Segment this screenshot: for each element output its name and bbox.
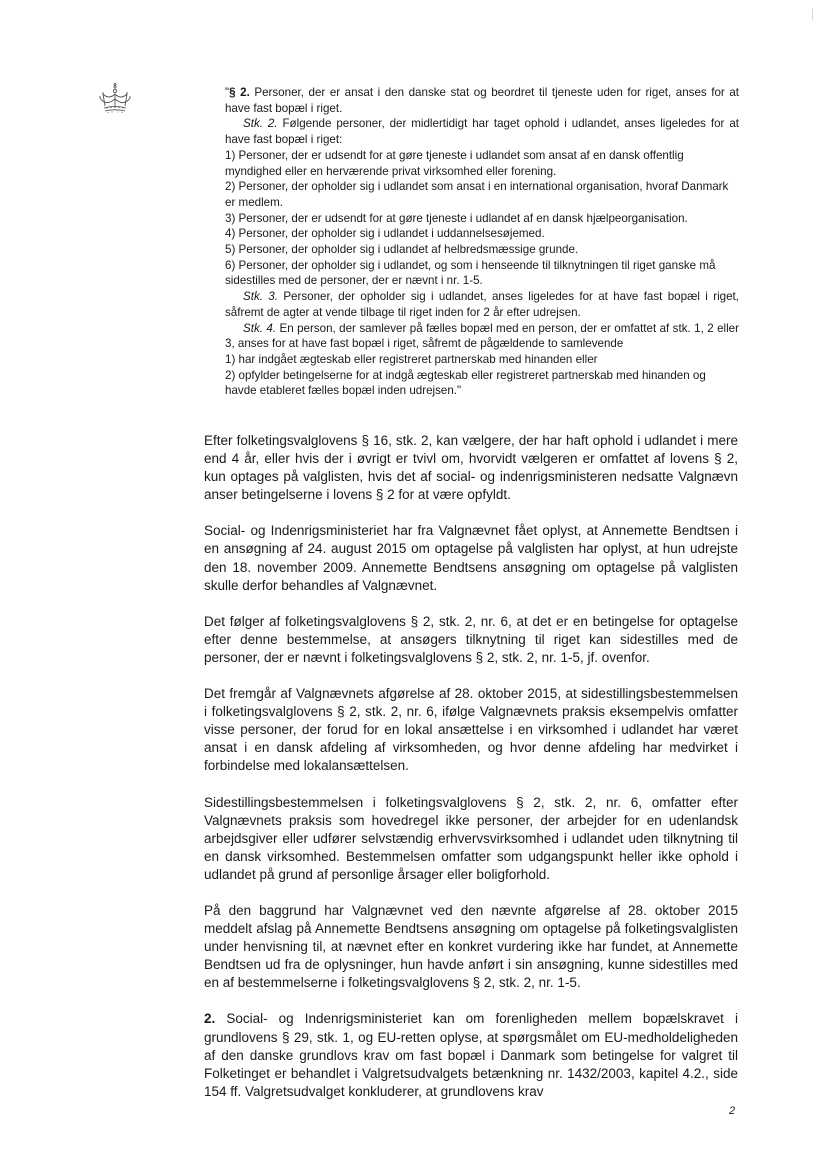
- quote-open: ": [225, 86, 230, 99]
- page-number: 2: [729, 1105, 736, 1117]
- list-item: 3) Personer, der er udsendt for at gøre tjeneste i udlandet af en dansk hjælpeorganisation.: [225, 211, 688, 225]
- paragraph: Det fremgår af Valgnævnets afgørelse af 28. oktober 2015, at sidestillingsbestemmelsen i folketingsvalglovens § 2, stk. 2, nr. 6, ifølge Valgnævnets praksis eksempelvis omfatter visse personer, der forud for en lokal ansættelse i en virksomhed i udlandet har været ansat i en dansk afdeling af virksomheden, og hvor denne afdeling har medvirket i forbindelse med lokalansættelsen.: [204, 686, 738, 774]
- stk-4-label: Stk. 4.: [243, 321, 277, 335]
- stk-2-paragraph: [225, 116, 739, 147]
- stk-4-text: En person, der samlever på fælles bopæl med en person, der er omfattet af stk. 1, 2 eller 3, anses for at have fast bopæl i riget, såfremt de pågældende to samlevende: [225, 321, 739, 351]
- list-item: 2) opfylder betingelserne for at indgå ægteskab eller registreret partnerskab med hinanden og havde etableret fælles bopæl inden udrejsen.": [225, 368, 706, 398]
- stk-2-label: Stk. 2.: [243, 117, 278, 131]
- section-2-body-text: Social- og Indenrigsministeriet kan om forenligheden mellem bopælskravet i grundlovens § 29, stk. 1, og EU-retten oplyse, at spørgsmålet om EU-medholdeligheden af den danske grundlovs krav om fast bopæl i Danmark som betingelse for valgret til Folketinget er behandlet i Valgretsudvalgets betænkning nr. 1432/2003, kapitel 4.2., side 154 ff. Valgretsudvalget konkluderer, at grundlovens krav: [204, 1011, 738, 1099]
- section-2-paragraph: [225, 85, 739, 116]
- section-2-body: [204, 1010, 738, 1100]
- crown-logo-icon: [97, 82, 133, 116]
- list-item: 1) Personer, der er udsendt for at gøre tjeneste i udlandet som ansat af en dansk offentlig myndighed eller en herværende privat virksomhed eller forening.: [225, 148, 684, 178]
- paragraph: På den baggrund har Valgnævnet ved den nævnte afgørelse af 28. oktober 2015 meddelt afslag på Annemette Bendtsens ansøgning om optagelse på folketingsvalglisten under henvisning til, at nævnet efter en konkret vurdering ikke har fundet, at Annemette Bendtsen ud fra de oplysninger, hun havde anført i sin ansøgning, kunne sidestilles med en af bestemmelserne i folketingsvalglovens § 2, stk. 2, nr. 1-5.: [204, 902, 738, 991]
- scan-mark: [812, 8, 813, 20]
- list-item: 2) Personer, der opholder sig i udlandet som ansat i en international organisation, hvoraf Danmark er medlem.: [225, 180, 729, 209]
- body-text: [204, 432, 738, 1119]
- list-item: 6) Personer, der opholder sig i udlandet, og som i henseende til tilknytningen til riget ganske må sidestilles med de personer, der er nævnt i nr. 1-5.: [225, 258, 716, 288]
- section-mark: § 2.: [229, 86, 250, 99]
- stk-2-text: Følgende personer, der midlertidigt har taget ophold i udlandet, anses ligeledes for at have fast bopæl i riget:: [225, 117, 739, 147]
- paragraph: Efter folketingsvalglovens § 16, stk. 2, kan vælgere, der har haft ophold i udlandet i mere end 4 år, eller hvis der i øvrigt er tvivl om, hvorvidt vælgeren er omfattet af lovens § 2, kun optages på valglisten, hvis det af social- og indenrigsministeren nedsatte Valgnævn anser betingelserne i lovens § 2 for at være opfyldt.: [204, 433, 738, 503]
- stk-4-paragraph: [225, 321, 739, 352]
- paragraph: Sidestillingsbestemmelsen i folketingsvalglovens § 2, stk. 2, nr. 6, omfatter efter Valgnævnets praksis som hovedregel ikke personer, der arbejder for en udenlandsk arbejdsgiver eller udfører selvstændig erhvervsvirksomhed i udlandet uden tilknytning til en dansk virksomhed. Bestemmelsen omfatter som udgangspunkt heller ikke ophold i udlandet på grund af personlige årsager eller boligforhold.: [204, 794, 738, 882]
- quoted-law-text: [225, 85, 739, 399]
- stk-3-paragraph: [225, 289, 739, 320]
- stk-3-text: Personer, der opholder sig i udlandet, anses ligeledes for at have fast bopæl i riget, såfremt de agter at vende tilbage til riget inden for 2 år efter udrejsen.: [225, 290, 739, 319]
- paragraph: Det følger af folketingsvalglovens § 2, stk. 2, nr. 6, at det er en betingelse for optagelse efter denne bestemmelse, at ansøgers tilknytning til riget kan sidestilles med de personer, der er nævnt i folketingsvalglovens § 2, stk. 2, nr. 1-5, jf. ovenfor.: [204, 613, 738, 665]
- list-item: 1) har indgået ægteskab eller registreret partnerskab med hinanden eller: [225, 352, 598, 366]
- paragraph: Social- og Indenrigsministeriet har fra Valgnævnet fået oplyst, at Annemette Bendtsen i en ansøgning af 24. august 2015 om optagelse på valglisten har oplyst, at hun udrejste den 18. november 2009. Annemette Bendtsens ansøgning om optagelse på valglisten skulle derfor behandles af Valgnævnet.: [204, 523, 738, 593]
- list-item: 4) Personer, der opholder sig i udlandet i uddannelsesøjemed.: [225, 227, 545, 241]
- section-number: 2.: [204, 1011, 216, 1027]
- section-2-text: Personer, der er ansat i den danske stat og beordret til tjeneste uden for riget, anses for at have fast bopæl i riget.: [225, 86, 740, 115]
- stk-3-label: Stk. 3.: [243, 290, 278, 304]
- list-item: 5) Personer, der opholder sig i udlandet af helbredsmæssige grunde.: [225, 243, 579, 257]
